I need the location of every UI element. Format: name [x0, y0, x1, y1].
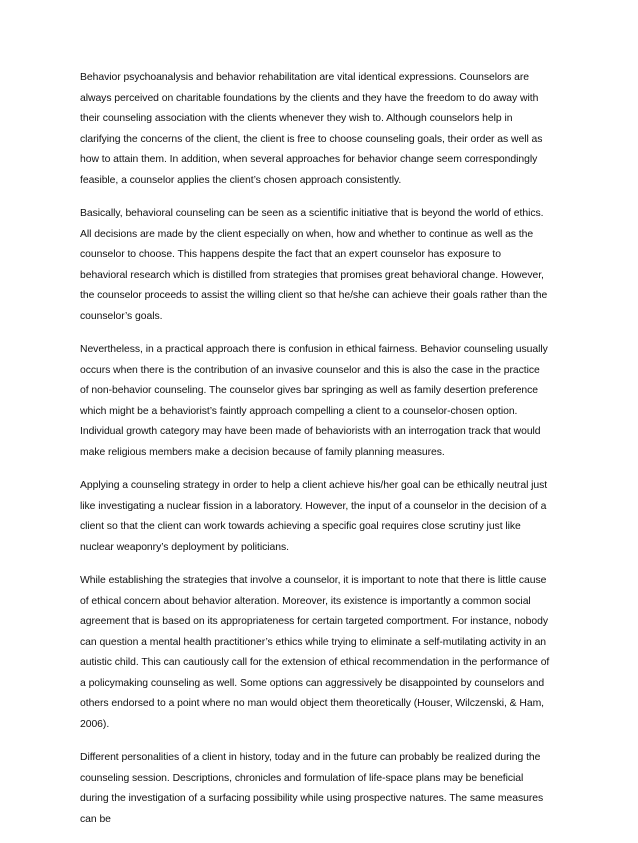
paragraph-6: Different personalities of a client in history, today and in the future can probably be realized during the counseling session. Descriptions, chronicles and formulation of life-space plans may be beneficial during the investigation of a surfacing possibility while using prospective natures. The same measures can be	[80, 752, 544, 825]
document-page	[80, 68, 550, 843]
paragraph-5: While establishing the strategies that involve a counselor, it is important to note that there is little cause of ethical concern about behavior alteration. Moreover, its existence is importantly a common social agreement that is based on its appropriateness for certain targeted comportment. For instance, nobody can question a mental health practitioner’s ethics while trying to eliminate a self-mutilating activity in an autistic child. This can cautiously call for the extension of ethical recommendation in the performance of a policymaking counseling as well. Some options can aggressively be disappointed by counselors and others endorsed to a point where no man would object them theoretically (Houser, Wilczenski, & Ham, 2006).	[80, 575, 550, 730]
paragraph-3: Nevertheless, in a practical approach there is confusion in ethical fairness. Behavior counseling usually occurs when there is the contribution of an invasive counselor and this is also the case in the practice of non-behavior counseling. The counselor gives bar springing as well as family desertion preference which might be a behaviorist’s faintly approach compelling a client to a counselor-chosen option. Individual growth category may have been made of behaviorists with an interrogation track that would make religious members make a decision because of family planning measures.	[80, 344, 548, 458]
paragraph-2: Basically, behavioral counseling can be seen as a scientific initiative that is beyond the world of ethics. All decisions are made by the client especially on when, how and whether to continue as well as the counselor to choose. This happens despite the fact that an expert counselor has exposure to behavioral research which is distilled from strategies that promises great behavioral change. However, the counselor proceeds to assist the willing client so that he/she can achieve their goals rather than the counselor’s goals.	[80, 208, 548, 322]
paragraph-4: Applying a counseling strategy in order to help a client achieve his/her goal can be ethically neutral just like investigating a nuclear fission in a laboratory. However, the input of a counselor in the decision of a client so that the client can work towards achieving a specific goal requires close scrutiny just like nuclear weaponry’s deployment by politicians.	[80, 480, 548, 553]
paragraph-1: Behavior psychoanalysis and behavior rehabilitation are vital identical expressions. Counselors are always perceived on charitable foundations by the clients and they have the freedom to do away with their counseling association with the clients whenever they wish to. Although counselors help in clarifying the concerns of the client, the client is free to choose counseling goals, their order as well as how to attain them. In addition, when several approaches for behavior change seem correspondingly feasible, a counselor applies the client’s chosen approach consistently.	[80, 72, 543, 186]
